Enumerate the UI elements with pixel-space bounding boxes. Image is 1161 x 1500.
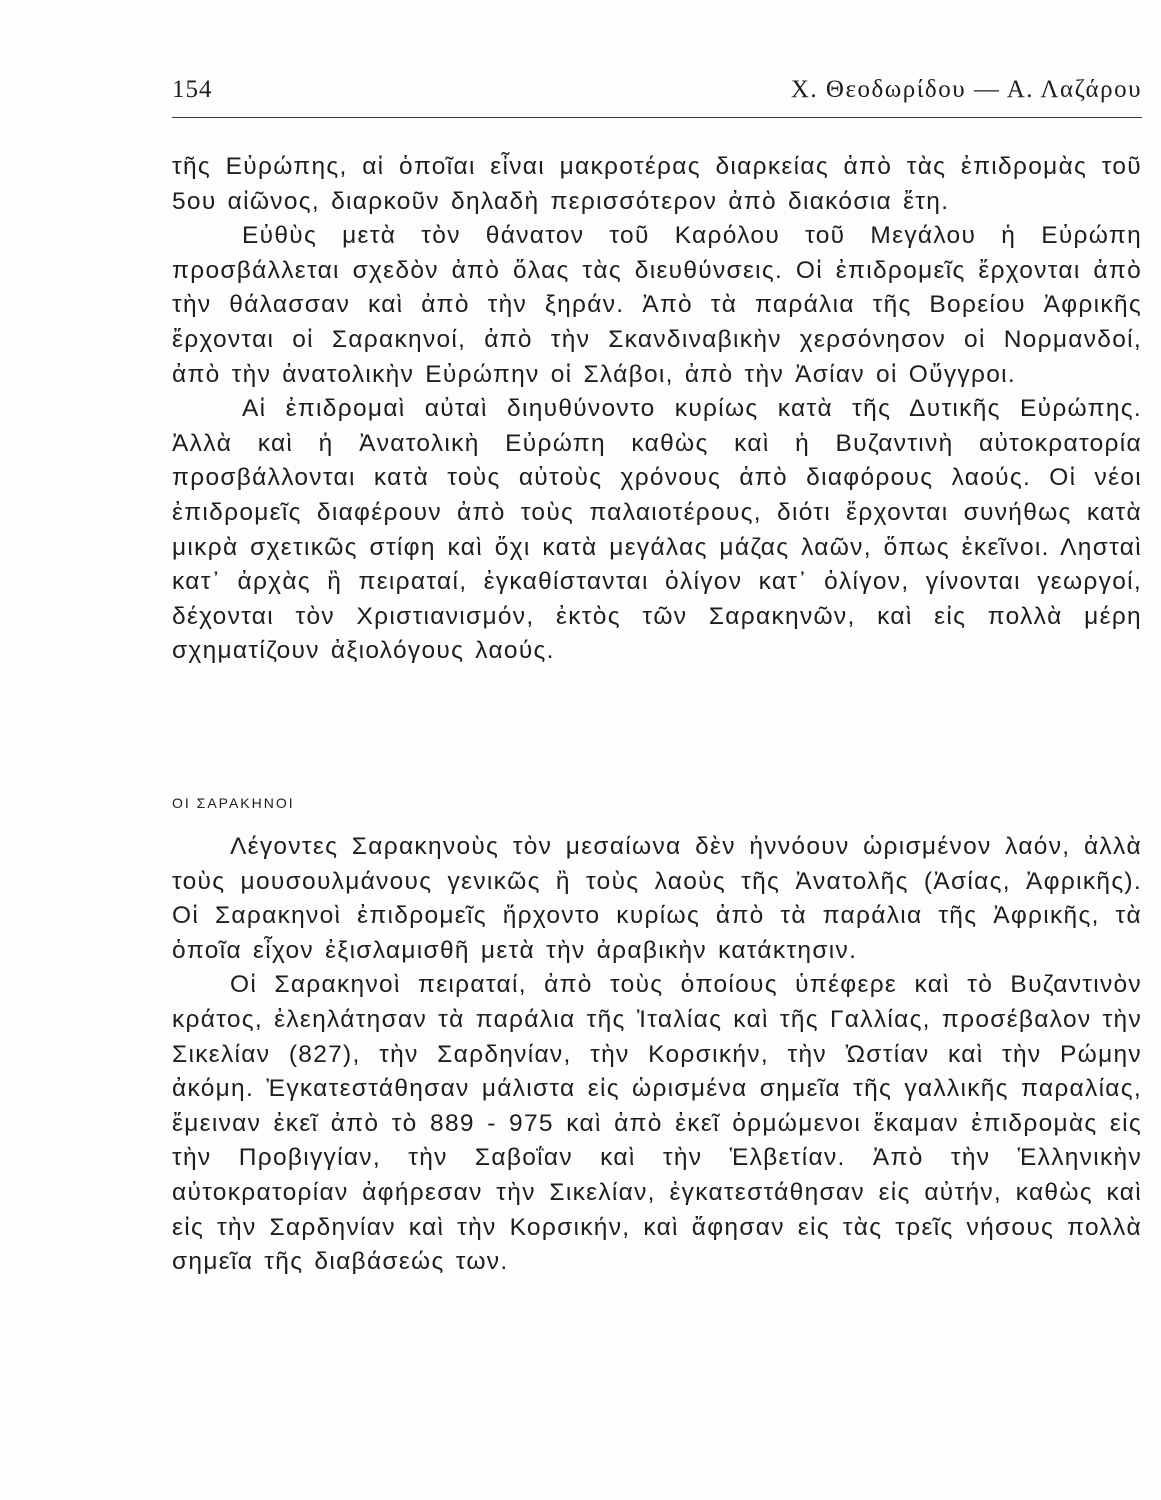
- paragraph: τῆς Εὐρώπης, αἱ ὁποῖαι εἶναι μακροτέρας διαρκείας ἀπὸ τὰς ἐπιδρομὰς τοῦ 5ου αἰῶνος, διαρκοῦν δηλαδὴ περισσότερον ἀπὸ διακόσια ἔτη.: [172, 153, 1142, 215]
- paragraph: Οἱ Σαρακηνοὶ πειραταί, ἀπὸ τοὺς ὁποίους ὑπέφερε καὶ τὸ Βυζαντινὸν κράτος, ἐλεηλάτησαν τὰ παράλια τῆς Ἰταλίας καὶ τῆς Γαλλίας, προσέβαλον τὴν Σικελίαν (827), τὴν Σαρδηνίαν, τὴν Κορσικήν, τὴν Ὠστίαν καὶ τὴν Ρώμην ἀκόμη. Ἐγκατεστάθησαν μάλιστα εἰς ὡρισμένα σημεῖα τῆς γαλλικῆς παραλίας, ἔμειναν ἐκεῖ ἀπὸ τὸ 889 - 975 καὶ ἀπὸ ἐκεῖ ὁρμώμενοι ἔκαμαν ἐπιδρομὰς εἰς τὴν Προβιγγίαν, τὴν Σαβοΐαν καὶ τὴν Ἑλβετίαν. Ἀπὸ τὴν Ἑλληνικὴν αὐτοκρατορίαν ἀφήρεσαν τὴν Σικελίαν, ἐγκατεστάθησαν εἰς αὐτήν, καθὼς καὶ εἰς τὴν Σαρδηνίαν καὶ τὴν Κορσικήν, καὶ ἄφησαν εἰς τὰς τρεῖς νήσους πολλὰ σημεῖα τῆς διαβάσεώς των.: [172, 971, 1142, 1276]
- paragraph: Αἱ ἐπιδρομαὶ αὐταὶ διηυθύνοντο κυρίως κατὰ τῆς Δυτικῆς Εὐρώπης. Ἀλλὰ καὶ ἡ Ἀνατολικὴ Εὐρώπη καθὼς καὶ ἡ Βυζαντινὴ αὐτοκρατορία προσβάλλονται κατὰ τοὺς αὐτοὺς χρόνους ἀπὸ διαφόρους λαούς. Οἱ νέοι ἐπιδρομεῖς διαφέρουν ἀπὸ τοὺς παλαιοτέρους, διότι ἔρχονται συνήθως κατὰ μικρὰ σχετικῶς στίφη καὶ ὄχι κατὰ μεγάλας μάζας λαῶν, ὅπως ἐκεῖνοι. Λησταὶ κατ᾿ ἀρχὰς ἢ πειραταί, ἐγκαθίστανται ὀλίγον κατ᾿ ὀλίγον, γίνονται γεωργοί, δέχονται τὸν Χριστιανισμόν, ἐκτὸς τῶν Σαρακηνῶν, καὶ εἰς πολλὰ μέρη σχηματίζουν ἀξιολόγους λαούς.: [172, 395, 1142, 665]
- paragraph: Εὐθὺς μετὰ τὸν θάνατον τοῦ Καρόλου τοῦ Μεγάλου ἡ Εὐρώπη προσβάλλεται σχεδὸν ἀπὸ ὅλας τὰς διευθύνσεις. Οἱ ἐπιδρομεῖς ἔρχονται ἀπὸ τὴν θάλασσαν καὶ ἀπὸ τὴν ξηράν. Ἀπὸ τὰ παράλια τῆς Βορείου Ἀφρικῆς ἔρχονται οἱ Σαρακηνοί, ἀπὸ τὴν Σκανδιναβικὴν χερσόνησον οἱ Νορμανδοί, ἀπὸ τὴν ἀνατολικὴν Εὐρώπην οἱ Σλάβοι, ἀπὸ τὴν Ἀσίαν οἱ Οὔγγροι.: [172, 222, 1142, 388]
- paragraph: Λέγοντες Σαρακηνοὺς τὸν μεσαίωνα δὲν ἠννόουν ὡρισμένον λαόν, ἀλλὰ τοὺς μουσουλμάνους γενικῶς ἢ τοὺς λαοὺς τῆς Ἀνατολῆς (Ἀσίας, Ἀφρικῆς). Οἱ Σαρακηνοὶ ἐπιδρομεῖς ἤρχοντο κυρίως ἀπὸ τὰ παράλια τῆς Ἀφρικῆς, τὰ ὁποῖα εἶχον ἐξισλαμισθῆ μετὰ τὴν ἀραβικὴν κατάκτησιν.: [172, 833, 1142, 964]
- header-rule: [172, 117, 1142, 118]
- page-header: [172, 76, 1142, 116]
- running-head: Χ. Θεοδωρίδου — Α. Λαζάρου: [790, 76, 1142, 103]
- text-section-1: [172, 150, 1142, 669]
- section-heading: ΟΙ ΣΑΡΑΚΗΝΟΙ: [172, 795, 295, 811]
- text-section-2: [172, 830, 1142, 1280]
- page-number: 154: [172, 76, 213, 103]
